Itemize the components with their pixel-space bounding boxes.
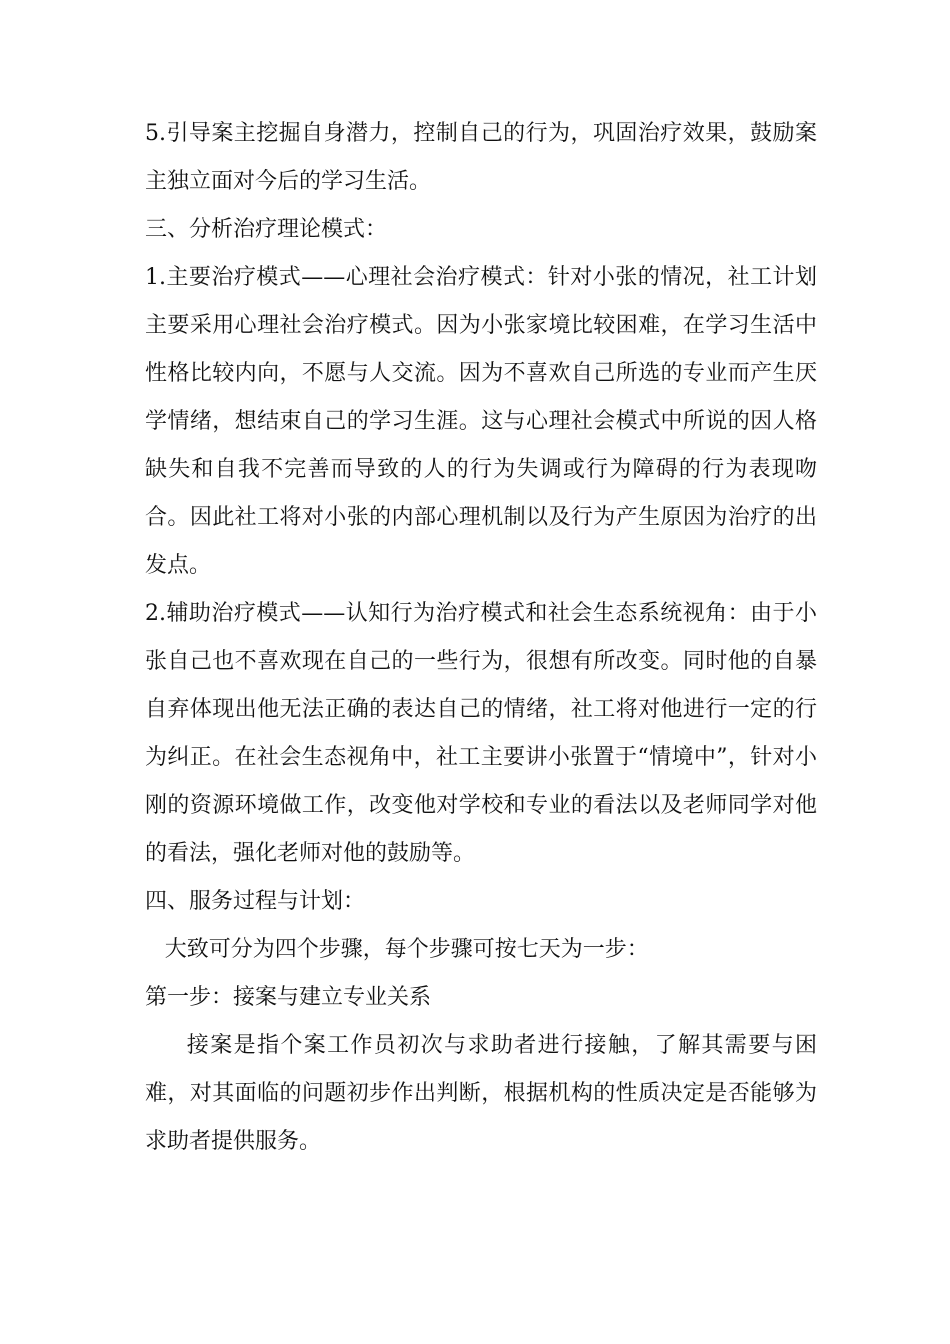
section-heading-three: 三、分析治疗理论模式： [145,217,388,242]
paragraph-goal-5: 5.引导案主挖掘自身潜力，控制自己的行为，巩固治疗效果，鼓励案主独立面对今后的学习生活。 [145,121,817,194]
section-heading-four: 四、服务过程与计划： [145,889,366,914]
paragraph-main-model: 1.主要治疗模式——心理社会治疗模式：针对小张的情况，社工计划主要采用心理社会治疗模式。因为小张家境比较困难，在学习生活中性格比较内向，不愿与人交流。因为不喜欢自己所选的专业而产生厌学情绪，想结束自己的学习生涯。这与心理社会模式中所说的因人格缺失和自我不完善而导致的人的行为失调或行为障碍的行为表现吻合。因此社工将对小张的内部心理机制以及行为产生原因为治疗的出发点。 [145,265,817,578]
paragraph-intake: 接案是指个案工作员初次与求助者进行接触，了解其需要与困难，对其面临的问题初步作出判断，根据机构的性质决定是否能够为求助者提供服务。 [145,1033,817,1154]
document-body [145,110,817,1166]
paragraph-steps-overview: 大致可分为四个步骤，每个步骤可按七天为一步： [164,937,649,962]
step-one-heading: 第一步：接案与建立专业关系 [145,985,432,1010]
paragraph-auxiliary-model: 2.辅助治疗模式——认知行为治疗模式和社会生态系统视角：由于小张自己也不喜欢现在自己的一些行为，很想有所改变。同时他的自暴自弃体现出他无法正确的表达自己的情绪，社工将对他进行一定的行为纠正。在社会生态视角中，社工主要讲小张置于“情境中”，针对小刚的资源环境做工作，改变他对学校和专业的看法以及老师同学对他的看法，强化老师对他的鼓励等。 [145,601,817,866]
